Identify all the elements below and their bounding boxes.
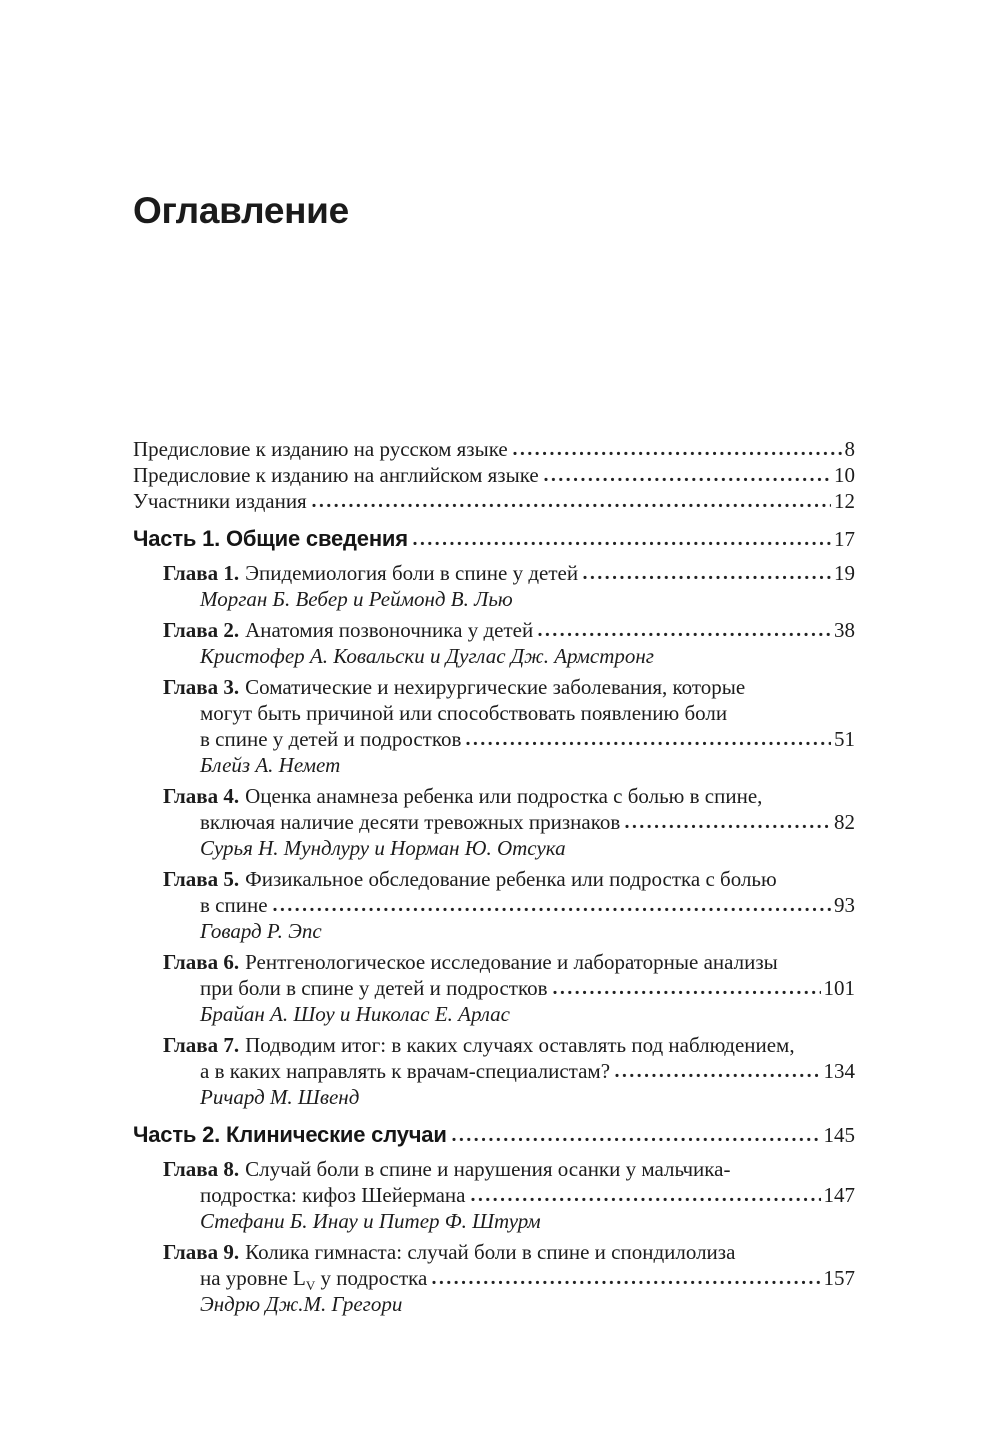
part-heading xyxy=(133,1122,855,1148)
page-number: 38 xyxy=(834,617,855,642)
toc-entry-title: Предисловие к изданию на английском языке xyxy=(133,462,539,487)
chapter-title-wrapped-line xyxy=(163,1058,855,1084)
dot-leader xyxy=(583,575,831,580)
chapter-authors: Говард Р. Эпс xyxy=(200,918,322,943)
chapter-title-wrapped-line xyxy=(163,1265,855,1294)
chapter-entry xyxy=(163,617,855,669)
chapter-number-label: Глава 1. xyxy=(163,560,240,585)
chapter-entry xyxy=(163,949,855,1027)
chapter-entry xyxy=(163,1156,855,1234)
page-number: 147 xyxy=(823,1182,855,1207)
chapter-title-text: в спине у детей и подростков xyxy=(200,726,462,751)
chapter-authors: Морган Б. Вебер и Реймонд В. Лью xyxy=(200,586,513,611)
chapter-title-line xyxy=(163,1032,855,1058)
chapter-title-text: Рентгенологическое исследование и лабораторные анализы xyxy=(245,949,778,974)
chapter-number-label: Глава 8. xyxy=(163,1156,240,1181)
chapter-title-text: при боли в спине у детей и подростков xyxy=(200,975,548,1000)
subscript: V xyxy=(305,1278,316,1294)
chapter-title-line xyxy=(163,1239,855,1265)
page-title: Оглавление xyxy=(133,190,349,231)
page-number: 93 xyxy=(834,892,855,917)
chapter-title-text: на уровне $L_V$ у подростка xyxy=(200,1265,428,1294)
chapter-title-text: Колика гимнаста: случай боли в спине и спондилолиза xyxy=(245,1239,736,1264)
chapter-number-label: Глава 7. xyxy=(163,1032,240,1057)
toc-entry-title: Предисловие к изданию на русском языке xyxy=(133,436,508,461)
chapter-title-text: Физикальное обследование ребенка или подростка с болью xyxy=(245,866,777,891)
dot-leader xyxy=(466,741,831,746)
chapter-title-text: подростка: кифоз Шейермана xyxy=(200,1182,466,1207)
chapter-authors: Эндрю Дж.М. Грегори xyxy=(200,1291,403,1316)
chapter-number-label: Глава 9. xyxy=(163,1239,240,1264)
dot-leader xyxy=(452,1137,821,1142)
chapter-entry xyxy=(163,783,855,861)
chapter-entry xyxy=(163,674,855,778)
chapter-title-text: Соматические и нехирургические заболевания, которые xyxy=(245,674,746,699)
part-heading-label: Часть 1. Общие сведения xyxy=(133,525,408,551)
chapter-title-line xyxy=(163,949,855,975)
chapter-entry xyxy=(163,1032,855,1110)
part-heading-label: Часть 2. Клинические случаи xyxy=(133,1121,447,1147)
dot-leader xyxy=(273,907,831,912)
toc-entry xyxy=(133,488,855,514)
dot-leader xyxy=(625,824,831,829)
dot-leader xyxy=(432,1280,820,1285)
chapter-title-line xyxy=(163,1156,855,1182)
front-matter-list xyxy=(133,436,855,514)
page-number: 134 xyxy=(823,1058,855,1083)
chapter-authors: Брайан А. Шоу и Николас Е. Арлас xyxy=(200,1001,510,1026)
dot-leader xyxy=(471,1197,821,1202)
chapter-title-line xyxy=(163,617,855,643)
chapter-entry xyxy=(163,1239,855,1317)
chapter-title-wrapped-line xyxy=(163,975,855,1001)
page-number: 101 xyxy=(823,975,855,1000)
chapter-number-label: Глава 4. xyxy=(163,783,240,808)
chapter-title-text: могут быть причиной или способствовать появлению боли xyxy=(200,700,728,725)
dot-leader xyxy=(615,1073,820,1078)
page-number: 82 xyxy=(834,809,855,834)
chapter-authors: Сурья Н. Мундлуру и Норман Ю. Отсука xyxy=(200,835,566,860)
chapter-title-line xyxy=(163,674,855,700)
chapter-title-line xyxy=(163,866,855,892)
page-number: 10 xyxy=(834,462,855,487)
chapter-title-wrapped-line xyxy=(163,892,855,918)
chapter-title-text: Оценка анамнеза ребенка или подростка с болью в спине, xyxy=(245,783,763,808)
chapter-title-wrapped-line xyxy=(163,700,855,726)
page-number: 19 xyxy=(834,560,855,585)
chapter-title-wrapped-line xyxy=(163,1182,855,1208)
toc-entry-title: Участники издания xyxy=(133,488,307,513)
dot-leader xyxy=(544,477,831,482)
page-number: 145 xyxy=(823,1122,855,1147)
toc-entry xyxy=(133,436,855,462)
chapter-title-text: Случай боли в спине и нарушения осанки у мальчика- xyxy=(245,1156,731,1181)
chapter-title-line xyxy=(163,560,855,586)
chapter-authors: Блейз А. Немет xyxy=(200,752,341,777)
dot-leader xyxy=(413,541,831,546)
table-of-contents xyxy=(133,436,855,1317)
chapter-title-text: Эпидемиология боли в спине у детей xyxy=(245,560,579,585)
chapter-title-text: Анатомия позвоночника у детей xyxy=(245,617,534,642)
dot-leader xyxy=(538,632,831,637)
chapter-title-line xyxy=(163,783,855,809)
chapter-number-label: Глава 6. xyxy=(163,949,240,974)
chapter-number-label: Глава 5. xyxy=(163,866,240,891)
toc-sections xyxy=(133,526,855,1317)
page-number: 51 xyxy=(834,726,855,751)
dot-leader xyxy=(553,990,821,995)
page-number: 17 xyxy=(834,526,855,551)
chapter-authors: Кристофер А. Ковальски и Дуглас Дж. Армстронг xyxy=(200,643,654,668)
page-number: 12 xyxy=(834,488,855,513)
chapter-title-wrapped-line xyxy=(163,809,855,835)
chapter-authors: Ричард М. Швенд xyxy=(200,1084,360,1109)
chapter-number-label: Глава 3. xyxy=(163,674,240,699)
chapter-number-label: Глава 2. xyxy=(163,617,240,642)
chapter-title-text: а в каких направлять к врачам-специалистам? xyxy=(200,1058,611,1083)
page-number: 8 xyxy=(844,436,855,461)
chapter-entry xyxy=(163,866,855,944)
chapter-title-wrapped-line xyxy=(163,726,855,752)
chapter-entry xyxy=(163,560,855,612)
dot-leader xyxy=(513,451,842,456)
chapter-title-text: включая наличие десяти тревожных признаков xyxy=(200,809,621,834)
chapter-title-text: в спине xyxy=(200,892,268,917)
page-number: 157 xyxy=(823,1265,855,1290)
chapter-authors: Стефани Б. Инау и Питер Ф. Штурм xyxy=(200,1208,541,1233)
dot-leader xyxy=(312,503,831,508)
chapter-title-text: Подводим итог: в каких случаях оставлять под наблюдением, xyxy=(245,1032,795,1057)
part-heading xyxy=(133,526,855,552)
toc-entry xyxy=(133,462,855,488)
